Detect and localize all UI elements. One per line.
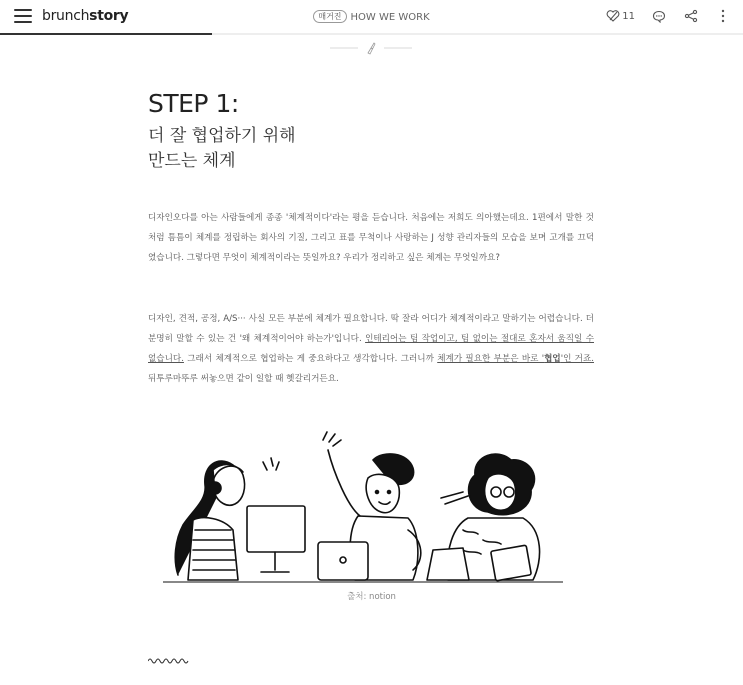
- more-icon[interactable]: [715, 8, 731, 24]
- paragraph-2-text-a: 디자인, 견적, 공정, A/S··· 사실 모든 부분에 체계가 필요합니다. 딱 잘라 어디가 체계적이라고 말하기는 어렵습니다. 더 분명히 말할 수 있는 건 '왜 체계적이어야 하는가'입니다.: [148, 314, 594, 344]
- magazine-name: HOW WE WORK: [350, 12, 430, 23]
- comment-icon[interactable]: [651, 8, 667, 24]
- paragraph-2-underline-2: [437, 354, 594, 364]
- reading-progress-bar: [0, 33, 743, 35]
- action-bar: [606, 8, 731, 24]
- underline-2-c: '인 거죠.: [560, 354, 594, 364]
- subtitle-line-1: 더 잘 협업하기 위해: [148, 126, 296, 146]
- step-title: STEP 1:: [148, 89, 239, 118]
- paragraph-2-text-c: 뒤투루마뚜루 써놓으면 같이 일할 때 헷갈리거든요.: [148, 374, 339, 384]
- underline-2-a: 체계가 필요한 부분은 바로 ': [437, 354, 545, 364]
- underline-2-bold: 협업: [544, 354, 561, 364]
- figure-caption: 출처: notion: [347, 592, 396, 602]
- top-bar: [0, 0, 743, 34]
- paragraph-2: [148, 309, 594, 389]
- magazine-badge: 매거진: [313, 10, 346, 23]
- reading-progress-fill: [0, 33, 212, 35]
- pen-nib-icon: [330, 41, 412, 55]
- article-subtitle: [148, 124, 594, 174]
- logo-bold: story: [89, 8, 129, 24]
- subtitle-line-2: 만드는 체계: [148, 151, 236, 171]
- logo-regular: brunch: [42, 8, 90, 24]
- like-button[interactable]: [606, 10, 635, 22]
- article-body: [148, 88, 594, 389]
- share-icon[interactable]: [683, 8, 699, 24]
- paragraph-2-underline-1: 인테리어는 팀 작업이고, 팀 없이는 절대로 혼자서 움직일 수 없습니다.: [148, 334, 594, 364]
- paragraph-1: 디자인오다를 아는 사람들에게 종종 '체계적이다'라는 평을 듣습니다. 처음에는 저희도 의아했는데요. 1편에서 말한 것처럼 틈틈이 체계를 정립하는 회사의 기질, 그리고 표를 무척이나 사랑하는 J 성향 관리자들의 모습을 보며 고개를 끄덕였습니다. 그렇다면 무엇이 체계적이라는 뜻일까요? 우리가 정리하고 싶은 체계는 무엇일까요?: [148, 213, 594, 263]
- like-count: 11: [622, 10, 635, 22]
- paragraph-2-text-b: 그래서 체계적으로 협업하는 게 중요하다고 생각합니다. 그러니까: [183, 354, 438, 364]
- collaboration-illustration: [163, 430, 563, 586]
- wave-divider: [148, 657, 190, 665]
- heart-icon: [606, 10, 620, 22]
